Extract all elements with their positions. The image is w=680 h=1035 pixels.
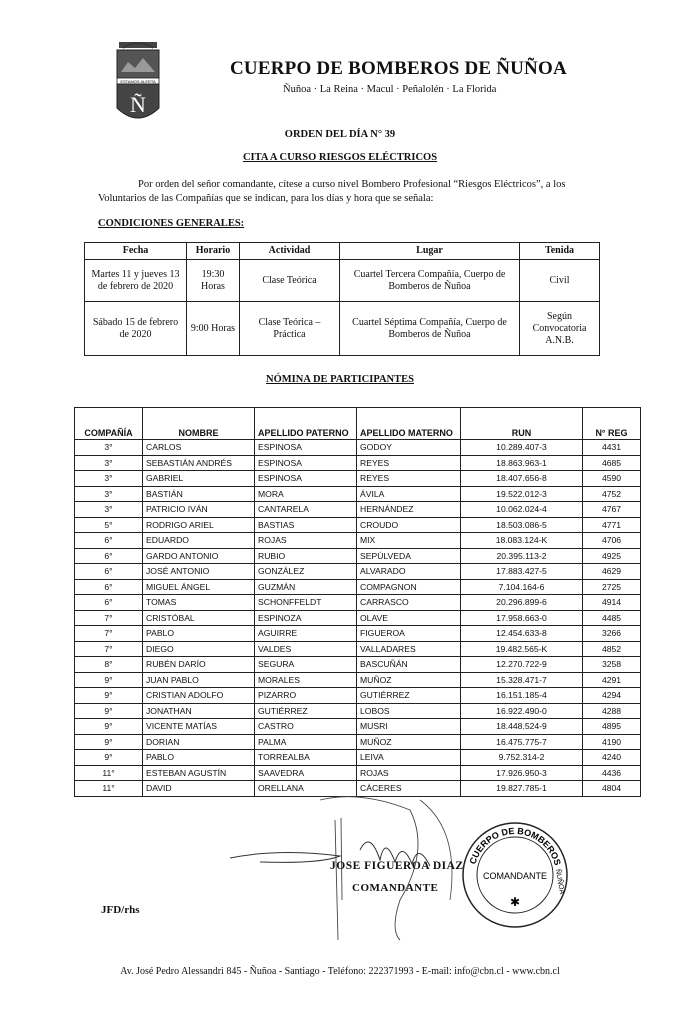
participant-cell: DIEGO (143, 641, 255, 657)
signatory-role: COMANDANTE (352, 882, 439, 894)
participant-cell: HERNÁNDEZ (357, 502, 461, 518)
participant-row (75, 455, 641, 471)
participants-header-paterno: APELLIDO PATERNO (255, 408, 357, 440)
conditions-heading: CONDICIONES GENERALES: (98, 218, 245, 229)
participant-cell: 20.296.899-6 (461, 595, 583, 611)
participant-cell: 3° (75, 486, 143, 502)
participant-row (75, 703, 641, 719)
stamp-side-text: ÑUÑOA (553, 868, 566, 895)
participant-cell: JONATHAN (143, 703, 255, 719)
participant-row (75, 610, 641, 626)
participant-cell: 3° (75, 440, 143, 456)
participant-cell: SEGURA (255, 657, 357, 673)
schedule-header-actividad: Actividad (240, 243, 340, 260)
participant-cell: 6° (75, 579, 143, 595)
participant-cell: CRISTIAN ADOLFO (143, 688, 255, 704)
participant-cell: MORALES (255, 672, 357, 688)
participant-cell: 4436 (583, 765, 641, 781)
participant-cell: RODRIGO ARIEL (143, 517, 255, 533)
schedule-cell: Sábado 15 de febrero de 2020 (85, 302, 187, 356)
participant-cell: ROJAS (357, 765, 461, 781)
participant-cell: CÁCERES (357, 781, 461, 797)
participant-row (75, 734, 641, 750)
participant-cell: 4706 (583, 533, 641, 549)
participant-cell: EDUARDO (143, 533, 255, 549)
participant-cell: 4895 (583, 719, 641, 735)
participant-cell: 4294 (583, 688, 641, 704)
participant-cell: 4291 (583, 672, 641, 688)
participant-cell: TOMAS (143, 595, 255, 611)
participant-cell: ORELLANA (255, 781, 357, 797)
schedule-header-lugar: Lugar (340, 243, 520, 260)
participant-cell: 18.407.656-8 (461, 471, 583, 487)
participant-cell: 17.926.950-3 (461, 765, 583, 781)
participant-cell: 4240 (583, 750, 641, 766)
participant-cell: CASTRO (255, 719, 357, 735)
participant-cell: ESTEBAN AGUSTÍN (143, 765, 255, 781)
participant-cell: 19.827.785-1 (461, 781, 583, 797)
participant-cell: MIGUEL ÁNGEL (143, 579, 255, 595)
logo-letter: Ñ (130, 92, 146, 117)
participant-cell: 9° (75, 734, 143, 750)
participant-cell: CROUDO (357, 517, 461, 533)
participant-cell: 4685 (583, 455, 641, 471)
participant-cell: ESPINOSA (255, 471, 357, 487)
participant-row (75, 626, 641, 642)
participant-cell: 4629 (583, 564, 641, 580)
stamp-star-icon: ✱ (509, 895, 521, 909)
participant-cell: 7° (75, 610, 143, 626)
participant-cell: VALDES (255, 641, 357, 657)
participant-cell: ESPINOSA (255, 455, 357, 471)
participant-cell: SAAVEDRA (255, 765, 357, 781)
participant-cell: MUÑOZ (357, 672, 461, 688)
participant-cell: PALMA (255, 734, 357, 750)
participant-cell: 4925 (583, 548, 641, 564)
participant-cell: 7° (75, 641, 143, 657)
participant-cell: ÁVILA (357, 486, 461, 502)
participant-cell: CARRASCO (357, 595, 461, 611)
footer-contact: Av. José Pedro Alessandri 845 - Ñuñoa - Santiago - Teléfono: 222371993 - E-mail: info@cbn.cl - www.cbn.cl (120, 966, 560, 977)
participants-header-materno: APELLIDO MATERNO (357, 408, 461, 440)
participant-cell: 11° (75, 781, 143, 797)
participant-cell: PABLO (143, 626, 255, 642)
participant-cell: 10.289.407-3 (461, 440, 583, 456)
participant-cell: MUSRI (357, 719, 461, 735)
participant-cell: REYES (357, 455, 461, 471)
participant-row (75, 595, 641, 611)
participant-cell: 9° (75, 672, 143, 688)
schedule-cell: Martes 11 y jueves 13 de febrero de 2020 (85, 260, 187, 302)
participant-cell: 19.482.565-K (461, 641, 583, 657)
participant-cell: SCHONFFELDT (255, 595, 357, 611)
participant-row (75, 533, 641, 549)
schedule-cell: Clase Teórica – Práctica (240, 302, 340, 356)
participant-cell: 4288 (583, 703, 641, 719)
schedule-cell: 19:30 Horas (187, 260, 240, 302)
participant-cell: 19.522.012-3 (461, 486, 583, 502)
participant-cell: 3266 (583, 626, 641, 642)
participant-cell: 15.328.471-7 (461, 672, 583, 688)
participant-cell: 10.062.024-4 (461, 502, 583, 518)
participant-row (75, 579, 641, 595)
participant-cell: MIX (357, 533, 461, 549)
participant-cell: 3° (75, 471, 143, 487)
participant-cell: 8° (75, 657, 143, 673)
participant-cell: 3° (75, 502, 143, 518)
stamp-top-text: CUERPO DE BOMBEROS (467, 825, 563, 867)
participant-cell: GARDO ANTONIO (143, 548, 255, 564)
participant-cell: ALVARADO (357, 564, 461, 580)
participant-row (75, 564, 641, 580)
participant-cell: 6° (75, 595, 143, 611)
participant-cell: 7.104.164-6 (461, 579, 583, 595)
participant-cell: CARLOS (143, 440, 255, 456)
participant-cell: JOSÉ ANTONIO (143, 564, 255, 580)
participant-cell: 3° (75, 455, 143, 471)
participant-cell: GODOY (357, 440, 461, 456)
participant-cell: BASTIAS (255, 517, 357, 533)
participant-cell: TORREALBA (255, 750, 357, 766)
participant-cell: ESPINOSA (255, 440, 357, 456)
participant-cell: GUTIÉRREZ (357, 688, 461, 704)
participant-row (75, 502, 641, 518)
participant-row (75, 765, 641, 781)
participant-cell: BASCUÑÁN (357, 657, 461, 673)
document-initials: JFD/rhs (101, 904, 140, 916)
participant-row (75, 672, 641, 688)
participant-cell: 3258 (583, 657, 641, 673)
participant-row (75, 641, 641, 657)
participant-cell: 9° (75, 750, 143, 766)
schedule-cell: 9:00 Horas (187, 302, 240, 356)
participant-cell: LEIVA (357, 750, 461, 766)
participant-cell: 12.454.633-8 (461, 626, 583, 642)
participant-row (75, 486, 641, 502)
fire-department-crest-logo (113, 38, 163, 128)
participant-cell: GUZMÁN (255, 579, 357, 595)
participant-cell: 9° (75, 688, 143, 704)
participant-cell: JUAN PABLO (143, 672, 255, 688)
participant-row (75, 548, 641, 564)
schedule-cell: Según Convocatoria A.N.B. (520, 302, 600, 356)
intro-paragraph: Por orden del señor comandante, cítese a curso nivel Bombero Profesional “Riesgos Eléctricos”, a los Voluntarios de las Compañías que se indican, para los días y hora que se señala: (98, 179, 566, 204)
participants-header-nombre: NOMBRE (143, 408, 255, 440)
participant-cell: 4852 (583, 641, 641, 657)
participant-cell: BASTIÁN (143, 486, 255, 502)
svg-text:CUERPO DE BOMBEROS (468, 826, 563, 867)
schedule-cell: Clase Teórica (240, 260, 340, 302)
participant-cell: 9° (75, 719, 143, 735)
participant-row (75, 440, 641, 456)
participant-cell: 4431 (583, 440, 641, 456)
stamp-center-text: COMANDANTE (482, 871, 548, 881)
participant-cell: 16.922.490-0 (461, 703, 583, 719)
schedule-table (84, 242, 600, 356)
participant-cell: ESPINOZA (255, 610, 357, 626)
participant-cell: 9.752.314-2 (461, 750, 583, 766)
participant-cell: PABLO (143, 750, 255, 766)
participant-cell: 18.863.963-1 (461, 455, 583, 471)
order-of-day-title: ORDEN DEL DÍA N° 39 (284, 129, 396, 140)
participant-cell: OLAVE (357, 610, 461, 626)
participants-header-run: RUN (461, 408, 583, 440)
organization-title: CUERPO DE BOMBEROS DE ÑUÑOA (230, 58, 567, 79)
participant-cell: 17.958.663-0 (461, 610, 583, 626)
participant-cell: 9° (75, 703, 143, 719)
participant-cell: 4485 (583, 610, 641, 626)
organization-communes: Ñuñoa · La Reina · Macul · Peñalolén · La Florida (283, 84, 497, 95)
participant-cell: REYES (357, 471, 461, 487)
participant-cell: RUBIO (255, 548, 357, 564)
participants-header-reg: N° REG (583, 408, 641, 440)
participants-header-compania: COMPAÑÍA (75, 408, 143, 440)
participants-heading: NÓMINA DE PARTICIPANTES (265, 374, 414, 385)
participant-cell: FIGUEROA (357, 626, 461, 642)
participant-row (75, 719, 641, 735)
participant-cell: COMPAGNON (357, 579, 461, 595)
participant-cell: 17.883.427-5 (461, 564, 583, 580)
participant-cell: DAVID (143, 781, 255, 797)
participant-cell: AGUIRRE (255, 626, 357, 642)
participant-cell: VALLADARES (357, 641, 461, 657)
participant-cell: VICENTE MATÍAS (143, 719, 255, 735)
participant-row (75, 471, 641, 487)
participant-cell: 4590 (583, 471, 641, 487)
participant-cell: GONZÁLEZ (255, 564, 357, 580)
participant-row (75, 657, 641, 673)
schedule-header-horario: Horario (187, 243, 240, 260)
participant-cell: MORA (255, 486, 357, 502)
participant-cell: CANTARELA (255, 502, 357, 518)
participant-cell: 4752 (583, 486, 641, 502)
participant-cell: 4767 (583, 502, 641, 518)
participant-cell: ROJAS (255, 533, 357, 549)
participant-cell: GUTIÉRREZ (255, 703, 357, 719)
participant-row (75, 517, 641, 533)
logo-motto: ESTAMOS ALERTA (120, 79, 156, 84)
participant-cell: 4771 (583, 517, 641, 533)
schedule-cell: Cuartel Tercera Compañía, Cuerpo de Bomberos de Ñuñoa (340, 260, 520, 302)
participant-cell: LOBOS (357, 703, 461, 719)
participant-cell: 4914 (583, 595, 641, 611)
participant-cell: 5° (75, 517, 143, 533)
schedule-header-tenida: Tenida (520, 243, 600, 260)
participant-row (75, 688, 641, 704)
participant-cell: 18.083.124-K (461, 533, 583, 549)
participant-cell: PATRICIO IVÁN (143, 502, 255, 518)
participants-table (74, 407, 641, 797)
schedule-cell: Civil (520, 260, 600, 302)
participant-row (75, 750, 641, 766)
participant-cell: 4190 (583, 734, 641, 750)
participant-cell: PIZARRO (255, 688, 357, 704)
participant-cell: RUBÉN DARÍO (143, 657, 255, 673)
participant-cell: CRISTÓBAL (143, 610, 255, 626)
course-title: CITA A CURSO RIESGOS ELÉCTRICOS (242, 152, 438, 163)
participant-cell: 6° (75, 564, 143, 580)
participant-cell: SEPÚLVEDA (357, 548, 461, 564)
participant-cell: 4804 (583, 781, 641, 797)
participant-cell: 7° (75, 626, 143, 642)
participant-cell: 6° (75, 533, 143, 549)
participant-cell: DORIAN (143, 734, 255, 750)
schedule-header-fecha: Fecha (85, 243, 187, 260)
participant-cell: 12.270.722-9 (461, 657, 583, 673)
participant-cell: MUÑOZ (357, 734, 461, 750)
participant-cell: 2725 (583, 579, 641, 595)
participant-cell: 20.395.113-2 (461, 548, 583, 564)
participant-cell: 11° (75, 765, 143, 781)
official-stamp (460, 820, 570, 930)
participant-cell: 18.503.086-5 (461, 517, 583, 533)
participant-cell: 16.151.185-4 (461, 688, 583, 704)
participant-cell: 18.448.524-9 (461, 719, 583, 735)
participant-cell: GABRIEL (143, 471, 255, 487)
participant-cell: 6° (75, 548, 143, 564)
participant-cell: 16.475.775-7 (461, 734, 583, 750)
signatory-name: JOSE FIGUEROA DIAZ (330, 860, 464, 872)
schedule-cell: Cuartel Séptima Compañía, Cuerpo de Bomberos de Ñuñoa (340, 302, 520, 356)
participant-cell: SEBASTIÁN ANDRÉS (143, 455, 255, 471)
